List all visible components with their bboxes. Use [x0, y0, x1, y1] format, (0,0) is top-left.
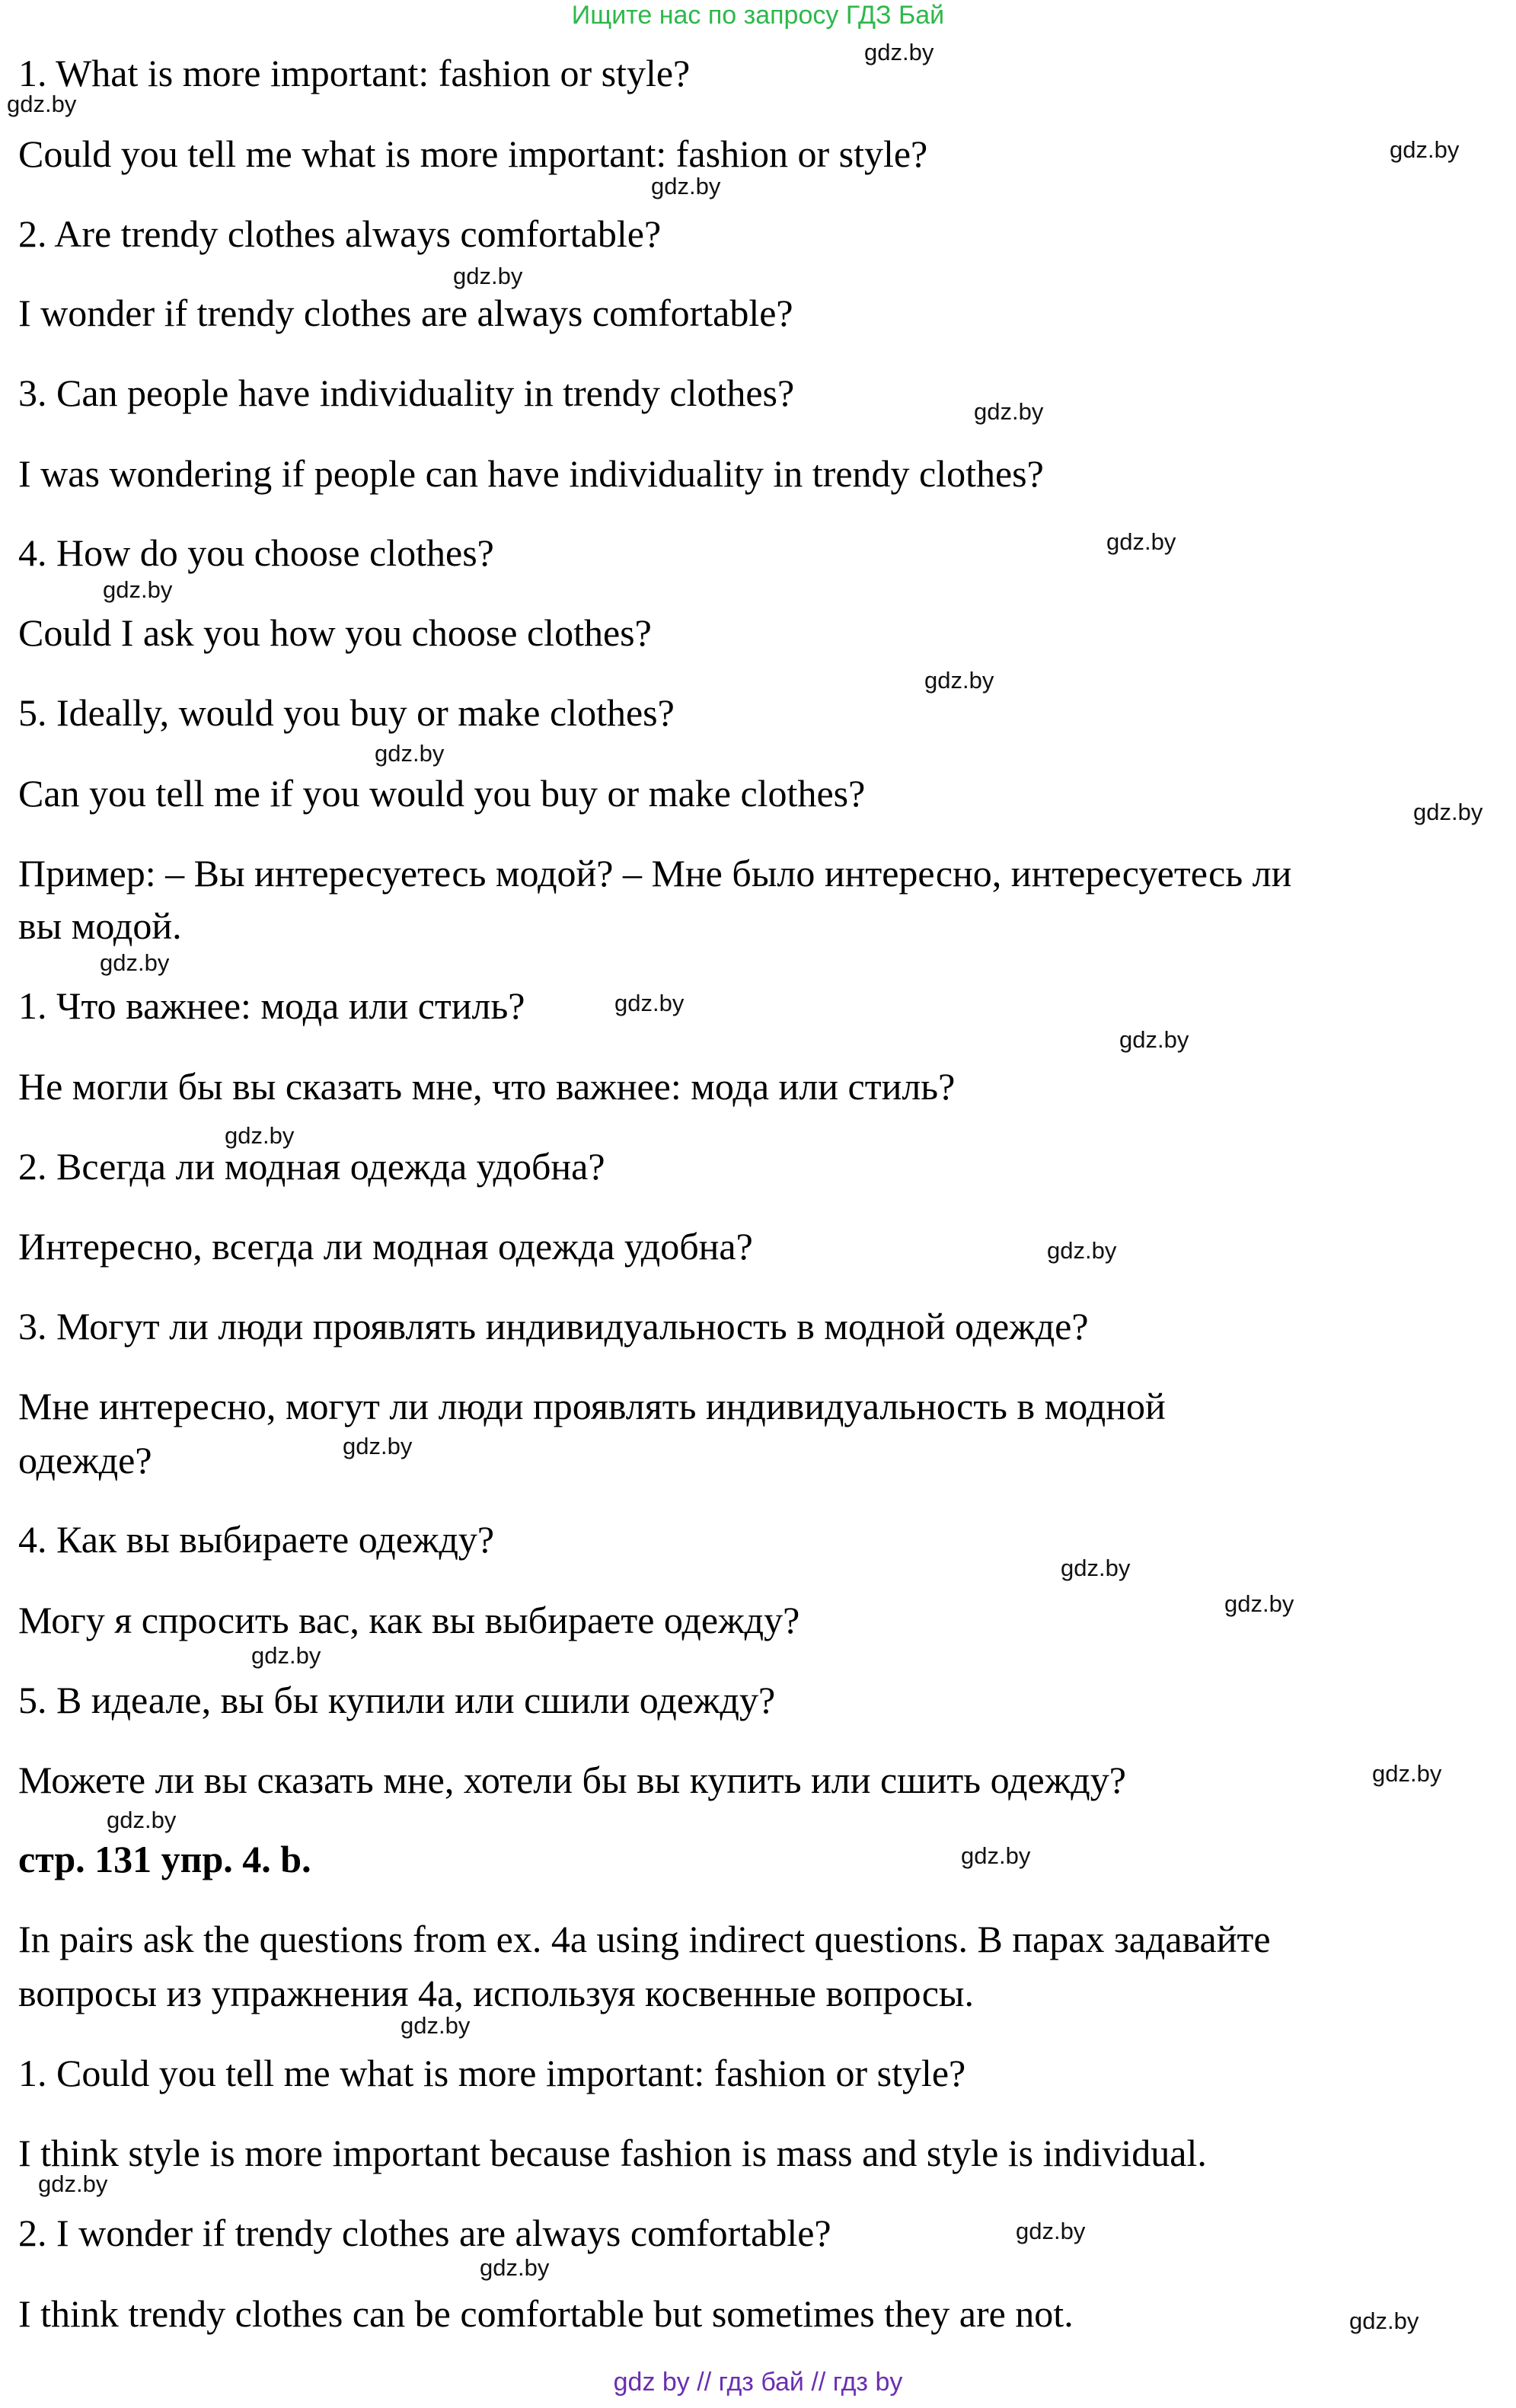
- text-line: Could I ask you how you choose clothes?: [18, 611, 652, 654]
- watermark: gdz.by: [375, 740, 445, 767]
- text-line: 1. Что важнее: мода или стиль?: [18, 984, 525, 1027]
- text-line: 2. Всегда ли модная одежда удобна?: [18, 1145, 605, 1188]
- text-line: 1. What is more important: fashion or style?: [18, 52, 691, 94]
- text-line: In pairs ask the questions from ex. 4a using indirect questions. В парах задавайте: [18, 1918, 1271, 1960]
- watermark: gdz.by: [1413, 799, 1483, 825]
- watermark: gdz.by: [251, 1642, 321, 1669]
- text-line: I wonder if trendy clothes are always comfortable?: [18, 292, 793, 334]
- watermark: gdz.by: [1106, 528, 1176, 555]
- text-line: одежде?: [18, 1439, 152, 1481]
- watermark: gdz.by: [864, 39, 934, 65]
- text-line: 2. I wonder if trendy clothes are always comfortable?: [18, 2212, 831, 2254]
- watermark: gdz.by: [225, 1122, 295, 1149]
- text-line: вы модой.: [18, 904, 182, 947]
- watermark: gdz.by: [103, 576, 173, 603]
- watermark: gdz.by: [1061, 1555, 1131, 1581]
- text-line: Не могли бы вы сказать мне, что важнее: мода или стиль?: [18, 1065, 956, 1108]
- watermark: gdz.by: [651, 173, 721, 199]
- watermark: gdz.by: [453, 263, 523, 289]
- watermark: gdz.by: [480, 2254, 550, 2281]
- exercise-heading: стр. 131 упр. 4. b.: [18, 1838, 311, 1880]
- text-line: 1. Could you tell me what is more important: fashion or style?: [18, 2052, 966, 2094]
- text-line: 4. Как вы выбираете одежду?: [18, 1518, 495, 1561]
- text-line: 5. В идеале, вы бы купили или сшили одежду?: [18, 1679, 776, 1721]
- text-line: I was wondering if people can have individuality in trendy clothes?: [18, 452, 1044, 495]
- text-line: 2. Are trendy clothes always comfortable?: [18, 212, 662, 255]
- text-line: Могу я спросить вас, как вы выбираете одежду?: [18, 1599, 800, 1641]
- watermark: gdz.by: [614, 990, 685, 1016]
- watermark: gdz.by: [100, 949, 170, 976]
- watermark: gdz.by: [401, 2012, 471, 2039]
- text-line: Could you tell me what is more important: fashion or style?: [18, 132, 928, 175]
- watermark: gdz.by: [924, 667, 994, 694]
- text-line: 4. How do you choose clothes?: [18, 531, 494, 574]
- watermark: gdz.by: [1224, 1590, 1294, 1617]
- text-line: Can you tell me if you would you buy or make clothes?: [18, 772, 866, 815]
- watermark: gdz.by: [1016, 2218, 1086, 2244]
- text-line: вопросы из упражнения 4а, используя косвенные вопросы.: [18, 1972, 975, 2014]
- text-line: 5. Ideally, would you buy or make clothes?: [18, 691, 675, 734]
- watermark: gdz.by: [1372, 1760, 1442, 1787]
- text-line: I think trendy clothes can be comfortable but sometimes they are not.: [18, 2292, 1074, 2335]
- watermark: gdz.by: [1349, 2308, 1419, 2334]
- text-line: 3. Can people have individuality in trendy clothes?: [18, 372, 795, 414]
- text-line: Можете ли вы сказать мне, хотели бы вы купить или сшить одежду?: [18, 1759, 1126, 1801]
- footer-links: gdz by // гдз бай // гдз by: [613, 2368, 903, 2397]
- text-line: Пример: – Вы интересуетесь модой? – Мне было интересно, интересуетесь ли: [18, 852, 1292, 895]
- watermark: gdz.by: [343, 1433, 413, 1459]
- watermark: gdz.by: [107, 1807, 177, 1833]
- watermark: gdz.by: [1119, 1026, 1189, 1053]
- watermark: gdz.by: [7, 91, 77, 117]
- text-line: Мне интересно, могут ли люди проявлять индивидуальность в модной: [18, 1385, 1166, 1427]
- text-line: I think style is more important because fashion is mass and style is individual.: [18, 2132, 1207, 2174]
- text-line: Интересно, всегда ли модная одежда удобна?: [18, 1225, 753, 1268]
- watermark: gdz.by: [1047, 1237, 1117, 1264]
- watermark: gdz.by: [974, 398, 1044, 425]
- watermark: gdz.by: [1390, 136, 1460, 163]
- watermark: gdz.by: [38, 2170, 108, 2197]
- text-line: 3. Могут ли люди проявлять индивидуальность в модной одежде?: [18, 1305, 1089, 1348]
- watermark: gdz.by: [961, 1842, 1031, 1869]
- top-search-banner: Ищите нас по запросу ГДЗ Бай: [571, 1, 945, 30]
